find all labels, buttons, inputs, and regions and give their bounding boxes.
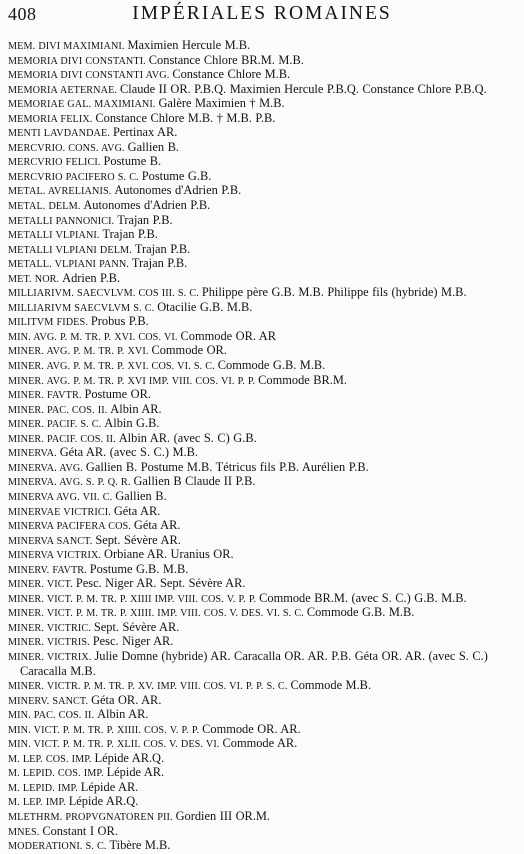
legend-entry — [8, 112, 518, 127]
legend-entry — [8, 301, 518, 316]
legend-description: Commode OR. — [151, 343, 227, 358]
legend-description: Probus P.B. — [90, 314, 149, 329]
legend-description: Gordien III OR.M. — [175, 808, 270, 823]
legend-text: MLETHRM. PROPVGNATOREN PII. — [8, 811, 173, 823]
legend-description: Philippe père G.B. M.B. Philippe fils (hybride) M.B. — [201, 285, 467, 300]
legend-text: MINER. VICT. P. M. TR. P. XIIII IMP. VIII. COS. V. P. P. — [8, 593, 257, 605]
legend-text: MINER. VICT. — [8, 579, 73, 591]
legend-description: Tibère M.B. — [109, 838, 171, 853]
legend-entry — [8, 228, 518, 243]
legend-text: MINERVA PACIFERA COS. — [8, 521, 131, 533]
legend-text: MENTI LAVDANDAE. — [8, 128, 110, 140]
legend-text: METALL. VLPIANI PANN. — [8, 259, 129, 271]
legend-text: MILLIARIVM. SAECVLVM. COS III. S. C. — [8, 288, 199, 300]
legend-description: Commode OR. AR — [180, 328, 276, 343]
legend-entry — [8, 257, 518, 272]
legend-text: MIN. VICT. P. M. TR. P. XIIII. COS. V. P. P. — [8, 724, 200, 736]
legend-text: MET. NOR. — [8, 273, 60, 285]
legend-text: MEMORIA AETERNAE. — [8, 84, 118, 96]
legend-entry — [8, 330, 518, 345]
legend-entry — [8, 766, 518, 781]
legend-entry — [8, 606, 518, 621]
legend-text: M. LEPID. COS. IMP. — [8, 768, 104, 780]
legend-description: Gallien B Claude II P.B. — [133, 474, 256, 489]
legend-text: METALLI VLPIANI DELM. — [8, 244, 132, 256]
legend-description: Pesc. Niger AR. — [92, 634, 174, 649]
legend-entry — [8, 286, 518, 301]
legend-entry — [8, 54, 518, 69]
legend-description: Pertinax AR. — [112, 125, 178, 140]
running-title: IMPÉRIALES ROMAINES — [132, 3, 392, 24]
legend-entry — [8, 548, 518, 563]
legend-entry — [8, 635, 518, 650]
legend-text: MERCVRIO. CONS. AVG. — [8, 142, 125, 154]
legend-text: MINER. PACIF. COS. II. — [8, 433, 116, 445]
legend-text: MINERVA VICTRIX. — [8, 550, 102, 562]
legend-entry — [8, 344, 518, 359]
legend-text: MINER. VICTRIC. — [8, 622, 91, 634]
legend-entry — [8, 563, 518, 578]
legend-description: Lépide AR. — [80, 779, 139, 794]
legend-text: MERCVRIO PACIFERO S. C. — [8, 171, 139, 183]
legend-description: Commode BR.M. (avec S. C.) G.B. M.B. — [259, 590, 467, 605]
legend-entry — [8, 694, 518, 709]
legend-text: MERCVRIO FELICI. — [8, 157, 101, 169]
legend-description: Lépide AR. — [106, 765, 165, 780]
legend-text: MINER. PACIF. S. C. — [8, 419, 102, 431]
legend-entry — [8, 403, 518, 418]
legend-entry — [8, 243, 518, 258]
legend-text: MINER. VICTRIS. — [8, 637, 90, 649]
legend-entry — [8, 737, 518, 752]
legend-entry — [8, 155, 518, 170]
legend-description: Albin G.B. — [104, 416, 160, 431]
legend-text: MINERV. SANCT. — [8, 695, 89, 707]
legend-entry — [8, 359, 518, 374]
legend-entry — [8, 374, 518, 389]
legend-text: MIN. VICT. P. M. TR. P. XLII. COS. V. DES. VI. — [8, 739, 220, 751]
legend-entry — [8, 141, 518, 156]
legend-entry — [8, 446, 518, 461]
legend-description: Constance Chlore M.B. † M.B. P.B. — [95, 110, 276, 125]
legend-text: MINER. AVG. P. M. TR. P. XVI. — [8, 346, 149, 358]
legend-text: MINER. PAC. COS. II. — [8, 404, 108, 416]
legend-description: Galère Maximien † M.B. — [158, 96, 285, 111]
legend-description: Commode AR. — [222, 736, 298, 751]
legend-description: Trajan P.B. — [134, 241, 191, 256]
legend-description: Postume OR. — [84, 387, 151, 402]
legend-description: Constance Chlore M.B. — [172, 67, 291, 82]
legend-description: Gallien B. Postume M.B. Tétricus fils P.B. Aurélien P.B. — [85, 459, 369, 474]
legend-description: Albin AR. (avec S. C) G.B. — [118, 430, 257, 445]
legend-description: Adrien P.B. — [62, 270, 121, 285]
legend-entry — [8, 126, 518, 141]
legend-description: Maximien Hercule M.B. — [127, 38, 251, 52]
legend-entry — [8, 781, 518, 796]
legend-entry — [8, 184, 518, 199]
legend-text: MINERVAE VICTRICI. — [8, 506, 111, 518]
legend-entry — [8, 650, 518, 679]
legend-text: MINERV. FAVTR. — [8, 564, 87, 576]
legend-text: M. LEP. COS. IMP. — [8, 753, 92, 765]
legend-entry — [8, 417, 518, 432]
legend-entry — [8, 621, 518, 636]
legend-description: Pesc. Niger AR. Sept. Sévère AR. — [75, 576, 246, 591]
legend-text: MODERATIONI. S. C. — [8, 841, 107, 853]
legend-entry — [8, 810, 518, 825]
legend-description: Commode G.B. M.B. — [217, 358, 326, 373]
legend-description: Géta OR. AR. — [91, 692, 162, 707]
legend-description: Commode M.B. — [290, 678, 372, 693]
page-header — [0, 0, 524, 40]
legend-text: MEMORIAE GAL. MAXIMIANI. — [8, 99, 156, 111]
legend-description: Lépide AR.Q. — [94, 750, 165, 765]
legend-text: METALLI PANNONICI. — [8, 215, 115, 227]
legend-description: Autonomes d'Adrien P.B. — [114, 183, 242, 198]
legend-description: Albin AR. — [110, 401, 162, 416]
legend-text: MINER. VICT. P. M. TR. P. XIIII. IMP. VIII. COS. V. DES. VI. S. C. — [8, 608, 304, 620]
legend-entry — [8, 825, 518, 840]
legend-entry — [8, 679, 518, 694]
legend-description: Otacilie G.B. M.B. — [157, 299, 253, 314]
legend-entry — [8, 199, 518, 214]
legend-description: Géta AR. — [133, 518, 181, 533]
legend-text: M. LEP. IMP. — [8, 797, 66, 809]
page-number: 408 — [8, 4, 37, 24]
legend-entry — [8, 752, 518, 767]
legend-description: Sept. Sévère AR. — [93, 619, 180, 634]
legend-description: Gallien B. — [127, 139, 179, 154]
legend-text: MIN. AVG. P. M. TR. P. XVI. COS. VI. — [8, 331, 178, 343]
legend-entry — [8, 795, 518, 810]
legend-text: METALLI VLPIANI. — [8, 230, 100, 242]
legend-text: MINERVA. AVG. — [8, 462, 83, 474]
legend-entry — [8, 461, 518, 476]
legend-text: MIN. PAC. COS. II. — [8, 710, 95, 722]
legend-text: MINER. AVG. P. M. TR. P. XVI IMP. VIII. COS. VI. P. P. — [8, 375, 256, 387]
legend-entry — [8, 388, 518, 403]
legend-description: Trajan P.B. — [117, 212, 173, 227]
legend-text: MEMORIA DIVI CONSTANTI. — [8, 55, 146, 67]
legend-text: MINERVA. — [8, 448, 57, 460]
legend-text: MINERVA. AVG. S. P. Q. R. — [8, 477, 131, 489]
legend-entry — [8, 68, 518, 83]
legend-entry — [8, 708, 518, 723]
legend-text: MILLIARIVM SAECVLVM S. C. — [8, 302, 155, 314]
legend-description: Autonomes d'Adrien P.B. — [83, 198, 211, 213]
legend-text: MNES. — [8, 826, 40, 838]
legend-entry — [8, 39, 518, 54]
legend-text: MILITVM FIDES. — [8, 317, 88, 329]
legend-description: Postume B. — [103, 154, 162, 169]
legend-entry — [8, 272, 518, 287]
legend-entry — [8, 519, 518, 534]
legend-description: Trajan P.B. — [131, 256, 188, 271]
legend-entry — [8, 534, 518, 549]
legend-entry — [8, 432, 518, 447]
legend-description: Orbiane AR. Uranius OR. — [104, 547, 234, 562]
legend-text: METAL. DELM. — [8, 201, 81, 213]
legend-text: MINER. VICTR. P. M. TR. P. XV. IMP. VIII. COS. VI. P. P. S. C. — [8, 681, 288, 693]
legend-entry — [8, 577, 518, 592]
legend-text: MINERVA SANCT. — [8, 535, 93, 547]
legend-text: MEM. DIVI MAXIMIANI. — [8, 41, 125, 52]
legend-description: Julie Domne (hybride) AR. Caracalla OR. AR. P.B. Géta OR. AR. (avec S. C.) Caracalla M.B. — [20, 648, 488, 678]
legend-description: Postume G.B. — [141, 168, 212, 183]
legend-text: MINER. FAVTR. — [8, 390, 82, 402]
legend-entry — [8, 97, 518, 112]
legend-description: Claude II OR. P.B.Q. Maximien Hercule P.B.Q. Constance Chlore P.B.Q. — [120, 81, 487, 96]
legend-entry — [8, 490, 518, 505]
legend-text: MINER. VICTRIX. — [8, 651, 92, 663]
legend-entry — [8, 505, 518, 520]
legend-entry — [8, 315, 518, 330]
legend-text: MEMORIA DIVI CONSTANTI AVG. — [8, 70, 170, 82]
legend-description: Géta AR. (avec S. C.) M.B. — [59, 445, 198, 460]
legend-text: MINERVA AVG. VII. C. — [8, 491, 113, 503]
legend-description: Commode G.B. M.B. — [306, 605, 415, 620]
legend-entry — [8, 592, 518, 607]
legend-description: Gallien B. — [115, 488, 167, 503]
legend-text: M. LEPID. IMP. — [8, 782, 78, 794]
legend-text: MINER. AVG. P. M. TR. P. XVI. COS. VI. S. C. — [8, 361, 215, 373]
legend-description: Albin AR. — [97, 707, 149, 722]
legend-entry — [8, 475, 518, 490]
legend-description: Sept. Sévère AR. — [95, 532, 181, 547]
legend-entry — [8, 839, 518, 854]
legend-text: MEMORIA FELIX. — [8, 113, 93, 125]
legend-entry — [8, 214, 518, 229]
legend-description: Lépide AR.Q. — [68, 794, 139, 809]
legend-text: METAL. AVRELIANIS. — [8, 186, 112, 198]
legend-description: Constant I OR. — [42, 823, 118, 838]
legend-entry — [8, 723, 518, 738]
legend-entry — [8, 83, 518, 98]
legend-list — [8, 39, 518, 854]
legend-description: Constance Chlore BR.M. M.B. — [148, 52, 304, 67]
legend-entry — [8, 170, 518, 185]
legend-description: Géta AR. — [113, 503, 161, 518]
legend-description: Commode BR.M. — [258, 372, 348, 387]
legend-description: Trajan P.B. — [102, 227, 158, 242]
legend-description: Postume G.B. M.B. — [89, 561, 189, 576]
legend-description: Commode OR. AR. — [202, 721, 301, 736]
